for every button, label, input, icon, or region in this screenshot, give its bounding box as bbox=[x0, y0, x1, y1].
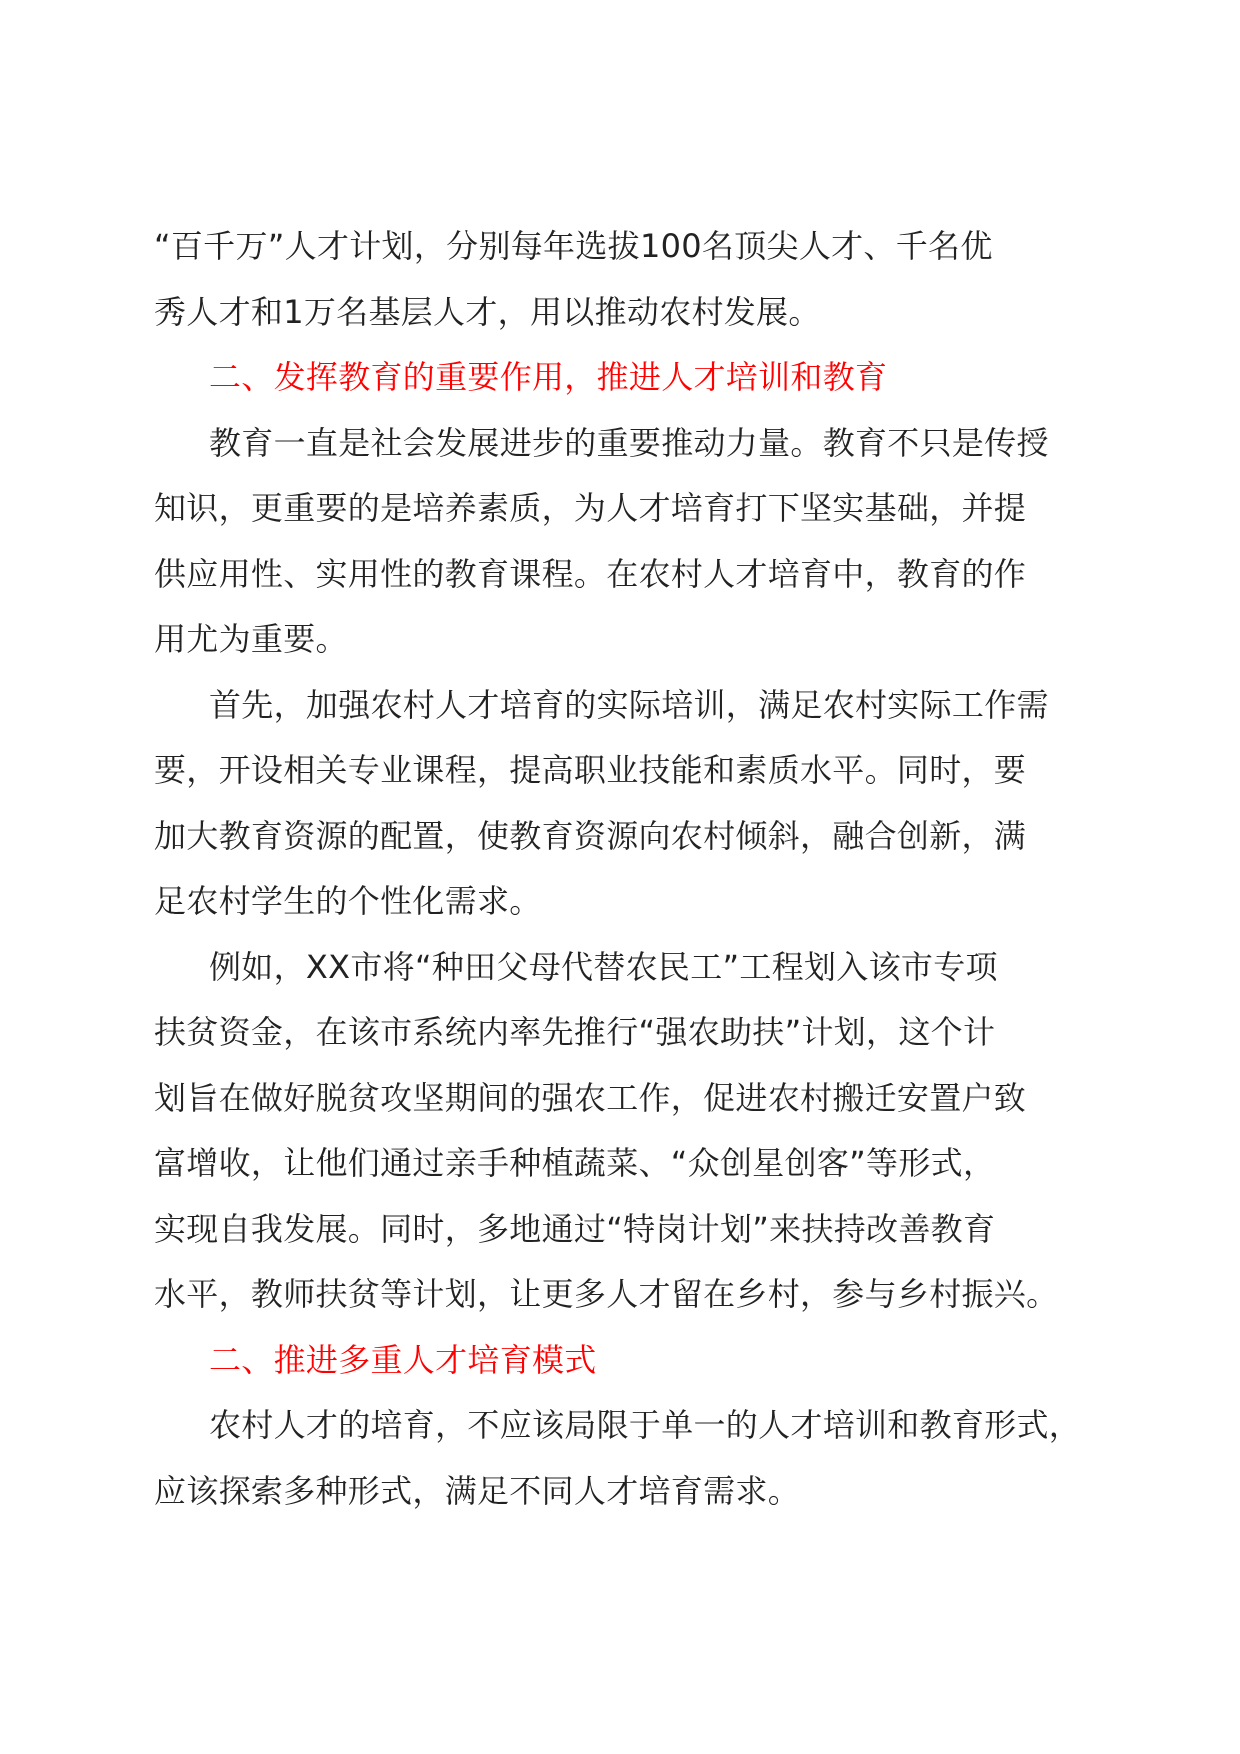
paragraph-line: 供应用性、实用性的教育课程。在农村人才培育中，教育的作 bbox=[154, 554, 1027, 593]
section-heading: 二、发挥教育的重要作用，推进人才培训和教育 bbox=[209, 358, 888, 396]
paragraph-line: 用尤为重要。 bbox=[154, 620, 348, 658]
paragraph-line: 知识，更重要的是培养素质，为人才培育打下坚实基础，并提 bbox=[154, 489, 1027, 527]
paragraph-line: 首先，加强农村人才培育的实际培训，满足农村实际工作需 bbox=[209, 685, 1049, 724]
paragraph-line: 秀人才和1万名基层人才，用以推动农村发展。 bbox=[154, 292, 821, 331]
paragraph-line: 教育一直是社会发展进步的重要推动力量。教育不只是传授 bbox=[209, 423, 1049, 462]
document-body bbox=[154, 214, 1114, 1524]
paragraph-line: 实现自我发展。同时，多地通过“特岗计划”来扶持改善教育 bbox=[154, 1209, 996, 1248]
paragraph-line: 应该探索多种形式，满足不同人才培育需求。 bbox=[154, 1471, 801, 1510]
paragraph-line: 农村人才的培育，不应该局限于单一的人才培训和教育形式， bbox=[209, 1406, 1082, 1444]
paragraph-line: 足农村学生的个性化需求。 bbox=[154, 882, 542, 920]
paragraph-line: 水平，教师扶贫等计划，让更多人才留在乡村，参与乡村振兴。 bbox=[154, 1275, 1059, 1313]
paragraph-line: 加大教育资源的配置，使教育资源向农村倾斜，融合创新，满 bbox=[154, 816, 1027, 855]
paragraph-line: 富增收，让他们通过亲手种植蔬菜、“众创星创客”等形式， bbox=[154, 1144, 996, 1182]
paragraph-line: 划旨在做好脱贫攻坚期间的强农工作，促进农村搬迁安置户致 bbox=[154, 1078, 1027, 1117]
paragraph-line: 要，开设相关专业课程，提高职业技能和素质水平。同时，要 bbox=[154, 751, 1027, 789]
paragraph-line: “百千万”人才计划，分别每年选拔100名顶尖人才、千名优 bbox=[154, 227, 993, 265]
section-heading: 二、推进多重人才培育模式 bbox=[209, 1340, 597, 1379]
paragraph-line: 例如，XX市将“种田父母代替农民工”工程划入该市专项 bbox=[209, 947, 998, 986]
paragraph-line: 扶贫资金，在该市系统内率先推行“强农助扶”计划，这个计 bbox=[154, 1013, 996, 1051]
